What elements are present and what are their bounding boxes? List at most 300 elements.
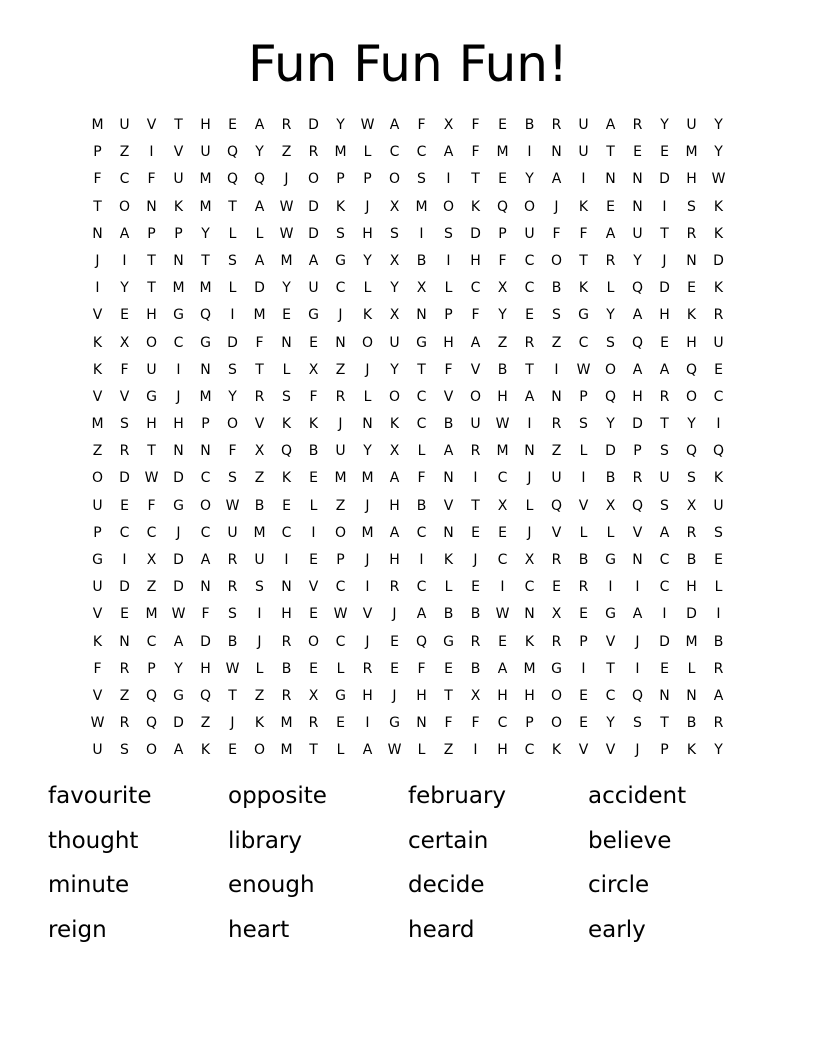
grid-letter: P — [498, 225, 507, 242]
grid-letter: V — [92, 687, 103, 704]
grid-letter: H — [146, 416, 157, 433]
grid-letter: J — [257, 633, 262, 650]
grid-letter: N — [443, 470, 454, 487]
grid-letter: S — [390, 225, 399, 242]
grid-letter: A — [362, 742, 373, 759]
grid-letter: X — [146, 552, 157, 568]
grid-letter: C — [659, 552, 670, 568]
grid-letter: T — [174, 117, 183, 133]
grid-letter: C — [173, 334, 184, 351]
grid-letter: G — [578, 307, 589, 324]
grid-letter: M — [685, 633, 698, 650]
grid-letter: F — [552, 225, 561, 242]
grid-letter: M — [280, 715, 293, 732]
grid-letter: A — [632, 606, 643, 623]
grid-letter: R — [227, 579, 238, 596]
grid-letter: P — [363, 171, 372, 188]
grid-letter: I — [365, 579, 370, 596]
grid-letter: W — [576, 361, 591, 378]
grid-letter: J — [176, 388, 181, 405]
grid-letter: B — [443, 416, 454, 433]
grid-letter: R — [281, 687, 292, 704]
grid-letter: Y — [633, 252, 642, 269]
grid-letter: C — [335, 280, 346, 297]
grid-letter: N — [119, 633, 130, 650]
grid-letter: A — [308, 252, 319, 269]
grid-letter: P — [579, 388, 588, 405]
grid-letter: Q — [280, 443, 293, 460]
grid-letter: A — [389, 470, 400, 487]
grid-letter: M — [91, 117, 104, 133]
grid-letter: G — [146, 388, 157, 405]
grid-letter: J — [392, 687, 397, 704]
grid-letter: N — [200, 579, 211, 596]
grid-letter: L — [363, 280, 372, 297]
grid-letter: H — [686, 171, 697, 188]
grid-letter: H — [389, 552, 400, 568]
grid-letter: X — [497, 280, 508, 297]
grid-letter: E — [390, 660, 399, 677]
grid-letter: L — [714, 579, 723, 596]
grid-letter: N — [281, 579, 292, 596]
grid-letter: M — [172, 280, 185, 297]
grid-letter: E — [579, 687, 588, 704]
grid-letter: X — [470, 687, 481, 704]
grid-letter: H — [632, 388, 643, 405]
grid-letter: S — [228, 470, 237, 487]
grid-letter: M — [685, 144, 698, 161]
grid-letter: D — [308, 117, 319, 133]
grid-letter: Q — [631, 687, 644, 704]
word-list-item: believe — [588, 827, 672, 854]
grid-letter: B — [227, 633, 238, 650]
grid-letter: C — [281, 524, 292, 541]
grid-letter: D — [119, 470, 130, 487]
grid-letter: X — [443, 117, 454, 133]
grid-letter: D — [632, 416, 643, 433]
grid-letter: V — [551, 524, 562, 541]
grid-letter: W — [387, 742, 402, 759]
grid-letter: K — [200, 742, 211, 759]
grid-letter: A — [497, 660, 508, 677]
grid-letter: R — [389, 579, 400, 596]
grid-letter: N — [659, 687, 670, 704]
grid-letter: Y — [390, 361, 399, 378]
grid-letter: N — [146, 198, 157, 215]
grid-letter: O — [388, 388, 401, 405]
grid-letter: I — [149, 144, 154, 161]
grid-letter: A — [200, 552, 211, 568]
grid-letter: N — [200, 443, 211, 460]
grid-letter: S — [336, 225, 345, 242]
grid-letter: D — [686, 606, 697, 623]
word-list-item: circle — [588, 872, 650, 898]
grid-letter: C — [200, 524, 211, 541]
grid-letter: K — [173, 198, 184, 215]
grid-letter: L — [363, 144, 372, 161]
grid-letter: I — [473, 470, 478, 487]
grid-letter: E — [660, 144, 669, 161]
grid-letter: T — [525, 361, 534, 378]
grid-letter: V — [362, 606, 373, 623]
grid-letter: Z — [335, 361, 346, 378]
grid-letter: X — [389, 252, 400, 269]
grid-letter: F — [255, 334, 264, 351]
grid-letter: K — [713, 470, 724, 487]
grid-letter: F — [471, 117, 480, 133]
grid-letter: V — [119, 388, 130, 405]
grid-letter: H — [686, 334, 697, 351]
grid-letter: U — [632, 225, 643, 242]
grid-letter: C — [524, 742, 535, 759]
grid-letter: I — [95, 280, 100, 297]
grid-letter: T — [93, 198, 102, 215]
grid-letter: V — [146, 117, 157, 133]
grid-letter: L — [444, 579, 453, 596]
grid-letter: Z — [443, 742, 454, 759]
grid-letter: H — [200, 660, 211, 677]
grid-letter: X — [389, 198, 400, 215]
grid-letter: G — [605, 552, 616, 568]
grid-letter: B — [416, 497, 427, 514]
word-list-item: thought — [48, 827, 139, 854]
grid-letter: Q — [685, 361, 698, 378]
grid-letter: A — [254, 117, 265, 133]
grid-letter: C — [416, 524, 427, 541]
grid-letter: T — [579, 252, 588, 269]
grid-letter: C — [497, 715, 508, 732]
grid-letter: X — [308, 361, 319, 378]
grid-letter: Y — [687, 416, 696, 433]
grid-letter: B — [578, 552, 589, 568]
grid-letter: R — [578, 579, 589, 596]
grid-letter: H — [659, 307, 670, 324]
grid-letter: I — [122, 552, 127, 568]
grid-letter: L — [363, 388, 372, 405]
grid-letter: Q — [145, 687, 158, 704]
grid-letter: T — [147, 280, 156, 297]
grid-letter: N — [281, 334, 292, 351]
grid-letter: X — [605, 497, 616, 514]
grid-letter: A — [659, 361, 670, 378]
grid-letter: O — [334, 524, 347, 541]
grid-letter: A — [659, 524, 670, 541]
grid-letter: U — [227, 524, 238, 541]
grid-letter: F — [147, 497, 156, 514]
grid-letter: D — [470, 225, 481, 242]
grid-letter: M — [496, 443, 509, 460]
grid-letter: R — [659, 388, 670, 405]
grid-letter: F — [444, 361, 453, 378]
grid-letter: E — [471, 524, 480, 541]
grid-letter: M — [280, 742, 293, 759]
grid-letter: G — [443, 633, 454, 650]
grid-letter: E — [309, 470, 318, 487]
grid-letter: W — [279, 225, 294, 242]
grid-letter: U — [713, 497, 724, 514]
grid-letter: O — [442, 198, 455, 215]
grid-letter: K — [335, 198, 346, 215]
grid-letter: I — [608, 579, 613, 596]
grid-letter: D — [659, 171, 670, 188]
grid-letter: R — [605, 252, 616, 269]
grid-letter: W — [495, 416, 510, 433]
grid-letter: E — [660, 660, 669, 677]
word-list-item: enough — [228, 872, 315, 898]
grid-letter: C — [524, 579, 535, 596]
grid-letter: M — [361, 470, 374, 487]
letter-grid — [84, 112, 732, 765]
grid-letter: Q — [253, 171, 266, 188]
grid-letter: R — [308, 715, 319, 732]
grid-letter: E — [579, 715, 588, 732]
grid-letter: W — [360, 117, 375, 133]
grid-letter: F — [471, 144, 480, 161]
word-list-item: opposite — [228, 783, 327, 809]
grid-letter: N — [524, 443, 535, 460]
grid-letter: C — [659, 579, 670, 596]
grid-letter: L — [579, 524, 588, 541]
grid-letter: U — [92, 742, 103, 759]
grid-letter: I — [257, 606, 262, 623]
grid-letter: Q — [604, 388, 617, 405]
grid-letter: B — [470, 606, 481, 623]
grid-letter: V — [578, 497, 589, 514]
grid-letter: C — [335, 633, 346, 650]
grid-letter: L — [606, 280, 615, 297]
grid-letter: C — [605, 687, 616, 704]
grid-letter: E — [120, 606, 129, 623]
grid-letter: C — [470, 280, 481, 297]
grid-letter: Z — [551, 334, 562, 351]
grid-letter: W — [333, 606, 348, 623]
grid-letter: T — [660, 416, 669, 433]
grid-letter: A — [254, 252, 265, 269]
grid-letter: R — [686, 225, 697, 242]
grid-letter: S — [633, 715, 642, 732]
grid-letter: Z — [335, 497, 346, 514]
grid-letter: T — [417, 361, 426, 378]
grid-letter: O — [388, 171, 401, 188]
grid-letter: Q — [685, 443, 698, 460]
grid-letter: M — [280, 252, 293, 269]
grid-letter: Q — [199, 687, 212, 704]
grid-letter: O — [307, 171, 320, 188]
grid-letter: U — [200, 144, 211, 161]
grid-letter: R — [254, 388, 265, 405]
grid-letter: C — [389, 144, 400, 161]
grid-letter: P — [93, 524, 102, 541]
grid-letter: Y — [228, 388, 237, 405]
grid-letter: K — [281, 470, 292, 487]
grid-letter: C — [146, 633, 157, 650]
grid-letter: R — [551, 416, 562, 433]
grid-letter: R — [551, 117, 562, 133]
grid-letter: J — [635, 633, 640, 650]
grid-letter: E — [660, 334, 669, 351]
grid-letter: G — [173, 307, 184, 324]
grid-letter: N — [524, 606, 535, 623]
grid-letter: I — [230, 307, 235, 324]
grid-letter: C — [119, 524, 130, 541]
grid-letter: G — [416, 334, 427, 351]
grid-letter: V — [605, 742, 616, 759]
grid-letter: E — [309, 660, 318, 677]
grid-letter: L — [525, 497, 534, 514]
grid-letter: R — [551, 633, 562, 650]
grid-letter: R — [551, 552, 562, 568]
grid-letter: S — [660, 443, 669, 460]
grid-letter: Q — [415, 633, 428, 650]
grid-letter: E — [714, 552, 723, 568]
grid-letter: D — [173, 715, 184, 732]
grid-letter: C — [416, 579, 427, 596]
grid-letter: Z — [119, 144, 130, 161]
grid-letter: U — [524, 225, 535, 242]
grid-letter: H — [173, 416, 184, 433]
grid-letter: F — [417, 470, 426, 487]
grid-letter: A — [416, 606, 427, 623]
grid-letter: M — [415, 198, 428, 215]
grid-letter: J — [662, 252, 667, 269]
grid-letter: Y — [714, 117, 723, 133]
grid-letter: C — [578, 334, 589, 351]
grid-letter: A — [254, 198, 265, 215]
grid-letter: F — [579, 225, 588, 242]
grid-letter: K — [470, 198, 481, 215]
grid-letter: F — [417, 117, 426, 133]
grid-letter: M — [496, 144, 509, 161]
grid-letter: O — [523, 198, 536, 215]
grid-letter: K — [92, 633, 103, 650]
grid-letter: H — [470, 252, 481, 269]
grid-letter: E — [120, 307, 129, 324]
grid-letter: Z — [254, 687, 265, 704]
grid-letter: B — [713, 633, 724, 650]
grid-letter: A — [389, 117, 400, 133]
grid-letter: U — [659, 470, 670, 487]
word-list-item: favourite — [48, 783, 152, 809]
grid-letter: O — [685, 388, 698, 405]
grid-letter: K — [551, 742, 562, 759]
grid-letter: A — [119, 225, 130, 242]
grid-letter: S — [228, 606, 237, 623]
grid-letter: R — [470, 633, 481, 650]
grid-letter: H — [497, 388, 508, 405]
grid-letter: I — [662, 606, 667, 623]
grid-letter: Y — [255, 144, 264, 161]
grid-letter: H — [524, 687, 535, 704]
grid-letter: O — [145, 334, 158, 351]
grid-letter: A — [173, 742, 184, 759]
grid-letter: M — [334, 470, 347, 487]
grid-letter: V — [308, 579, 319, 596]
grid-letter: J — [338, 307, 343, 324]
grid-letter: V — [443, 497, 454, 514]
grid-letter: O — [469, 388, 482, 405]
grid-letter: N — [632, 552, 643, 568]
grid-letter: R — [335, 388, 346, 405]
grid-letter: O — [226, 416, 239, 433]
grid-letter: T — [255, 361, 264, 378]
grid-letter: I — [122, 252, 127, 269]
grid-letter: P — [633, 443, 642, 460]
grid-letter: E — [120, 497, 129, 514]
grid-letter: R — [524, 334, 535, 351]
grid-letter: U — [254, 552, 265, 568]
grid-letter: Z — [497, 334, 508, 351]
grid-letter: K — [443, 552, 454, 568]
grid-letter: L — [579, 443, 588, 460]
grid-letter: C — [416, 416, 427, 433]
grid-letter: G — [335, 687, 346, 704]
grid-letter: J — [527, 470, 532, 487]
grid-letter: J — [365, 198, 370, 215]
grid-letter: T — [228, 687, 237, 704]
grid-letter: C — [119, 171, 130, 188]
grid-letter: X — [686, 497, 697, 514]
grid-letter: R — [281, 633, 292, 650]
grid-letter: A — [389, 524, 400, 541]
grid-letter: A — [551, 171, 562, 188]
grid-letter: B — [254, 497, 265, 514]
grid-letter: F — [417, 660, 426, 677]
grid-letter: T — [660, 715, 669, 732]
grid-letter: E — [282, 497, 291, 514]
grid-letter: E — [282, 307, 291, 324]
grid-letter: B — [281, 660, 292, 677]
word-list-item: heart — [228, 916, 290, 943]
grid-letter: Y — [606, 416, 615, 433]
grid-letter: M — [523, 660, 536, 677]
grid-letter: E — [579, 606, 588, 623]
grid-letter: Y — [714, 742, 723, 759]
grid-letter: S — [120, 416, 129, 433]
grid-letter: F — [498, 252, 507, 269]
grid-letter: F — [147, 171, 156, 188]
grid-letter: H — [389, 497, 400, 514]
grid-letter: H — [281, 606, 292, 623]
grid-letter: B — [470, 660, 481, 677]
grid-letter: T — [201, 252, 210, 269]
grid-letter: W — [171, 606, 186, 623]
grid-letter: B — [308, 443, 319, 460]
grid-letter: O — [118, 198, 131, 215]
grid-letter: L — [255, 225, 264, 242]
grid-letter: F — [201, 606, 210, 623]
grid-letter: J — [527, 524, 532, 541]
grid-letter: L — [255, 660, 264, 677]
grid-letter: I — [554, 361, 559, 378]
grid-letter: V — [254, 416, 265, 433]
grid-letter: B — [686, 715, 697, 732]
grid-letter: T — [606, 660, 615, 677]
grid-letter: O — [550, 687, 563, 704]
grid-letter: D — [659, 633, 670, 650]
grid-letter: Z — [146, 579, 157, 596]
grid-letter: F — [309, 388, 318, 405]
grid-letter: D — [659, 280, 670, 297]
grid-letter: U — [335, 443, 346, 460]
grid-letter: G — [335, 252, 346, 269]
grid-letter: I — [500, 579, 505, 596]
grid-letter: Y — [498, 307, 507, 324]
grid-letter: N — [92, 225, 103, 242]
grid-letter: W — [225, 660, 240, 677]
grid-letter: R — [362, 660, 373, 677]
grid-letter: N — [173, 252, 184, 269]
grid-letter: H — [497, 687, 508, 704]
